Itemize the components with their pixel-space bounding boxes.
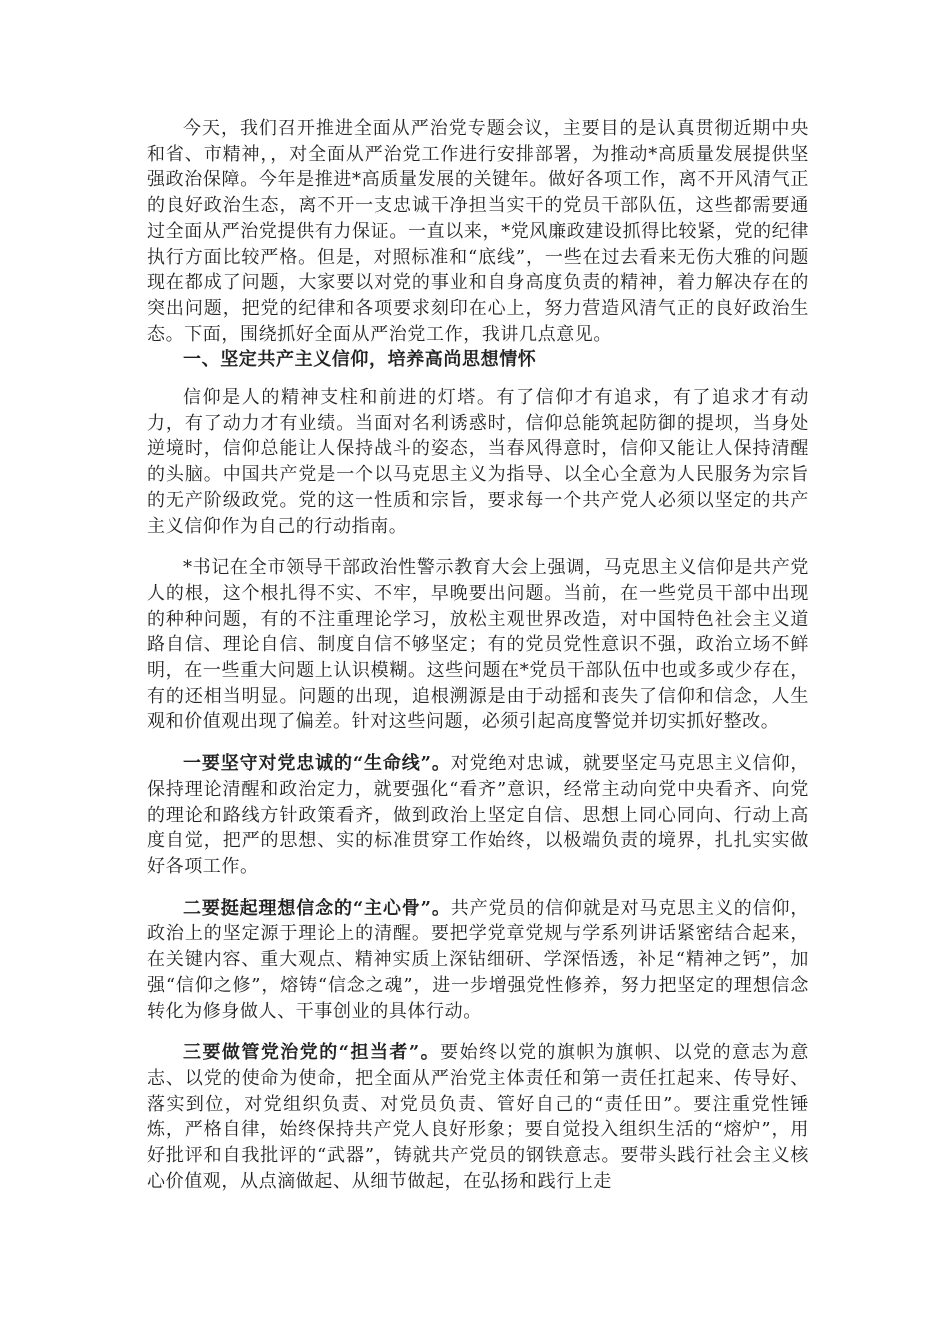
section-1-paragraph-1: 信仰是人的精神支柱和前进的灯塔。有了信仰才有追求，有了追求才有动力，有了动力才有业绩。当面对名利诱惑时，信仰总能筑起防御的提坝，当身处逆境时，信仰总能让人保持战斗的姿态，当春风得意时，信仰又能让人保持清醒的头脑。中国共产党是一个以马克思主义为指导、以全心全意为人民服务为宗旨的无产阶级政党。党的这一性质和宗旨，要求每一个共产党人必须以坚定的共产主义信仰作为自己的行动指南。 (147, 387, 809, 537)
point-2-lead: 二要挺起理想信念的“主心骨”。 (183, 897, 451, 919)
point-2-paragraph (147, 896, 809, 1025)
point-1-paragraph (147, 751, 809, 880)
point-1-lead: 一要坚守对党忠诚的“生命线”。 (183, 753, 451, 775)
point-1-body: 对党绝对忠诚，就要坚定马克思主义信仰，保持理论清醒和政治定力，就要强化“看齐”意识，经常主动向党中央看齐、向党的理论和路线方针政策看齐，做到政治上坚定自信、思想上同心同向、行动上高度自觉，把严的思想、实的标准贯穿工作始终，以极端负责的境界，扎扎实实做好各项工作。 (147, 753, 809, 877)
point-3-lead: 三要做管党治党的“担当者”。 (183, 1042, 441, 1064)
section-1-heading: 一、坚定共产主义信仰，培养高尚思想情怀 (183, 349, 537, 371)
intro-paragraph: 今天，我们召开推进全面从严治党专题会议，主要目的是认真贯彻近期中央和省、市精神，，对全面从严治党工作进行安排部署，为推动*高质量发展提供坚强政治保障。今年是推进*高质量发展的关键年。做好各项工作，离不开风清气正的良好政治生态，离不开一支忠诚干净担当实干的党员干部队伍，这些都需要通过全面从严治党提供有力保证。一直以来，*党风廉政建设抓得比较紧，党的纪律执行方面比较严格。但是，对照标准和“底线”，一些在过去看来无伤大雅的问题现在都成了问题，大家要以对党的事业和自身高度负责的精神，着力解决存在的突出问题，把党的纪律和各项要求刻印在心上，努力营造风清气正的良好政治生态。下面，围绕抓好全面从严治党工作，我讲几点意见。 (147, 118, 809, 345)
point-3-paragraph (147, 1040, 809, 1194)
section-1-paragraph-2: *书记在全市领导干部政治性警示教育大会上强调，马克思主义信仰是共产党人的根，这个根扎得不实、不牢，早晚要出问题。当前，在一些党员干部中出现的种种问题，有的不注重理论学习，放松主观世界改造，对中国特色社会主义道路自信、理论自信、制度自信不够坚定；有的党员党性意识不强，政治立场不鲜明，在一些重大问题上认识模糊。这些问题在*党员干部队伍中也或多或少存在，有的还相当明显。问题的出现，追根溯源是由于动摇和丧失了信仰和信念，人生观和价值观出现了偏差。针对这些问题，必须引起高度警觉并切实抓好整改。 (147, 557, 809, 733)
point-2-body: 共产党员的信仰就是对马克思主义的信仰，政治上的坚定源于理论上的清醒。要把学党章党规与学系列讲话紧密结合起来，在关键内容、重大观点、精神实质上深钻细研、学深悟透，补足“精神之钙”，加强“信仰之修”，熔铸“信念之魂”，进一步增强党性修养，努力把坚定的理想信念转化为修身做人、干事创业的具体行动。 (147, 897, 809, 1022)
document-page (147, 116, 809, 1194)
point-3-body: 要始终以党的旗帜为旗帜、以党的意志为意志、以党的使命为使命，把全面从严治党主体责任和第一责任扛起来、传导好、落实到位，对党组织负责、对党员负责、管好自己的“责任田”。要注重党性锤炼，严格自律，始终保持共产党人良好形象；要自觉投入组织生活的“熔炉”，用好批评和自我批评的“武器”，铸就共产党员的钢铁意志。要带头践行社会主义核心价值观，从点滴做起、从细节做起，在弘扬和践行上走 (147, 1042, 809, 1192)
